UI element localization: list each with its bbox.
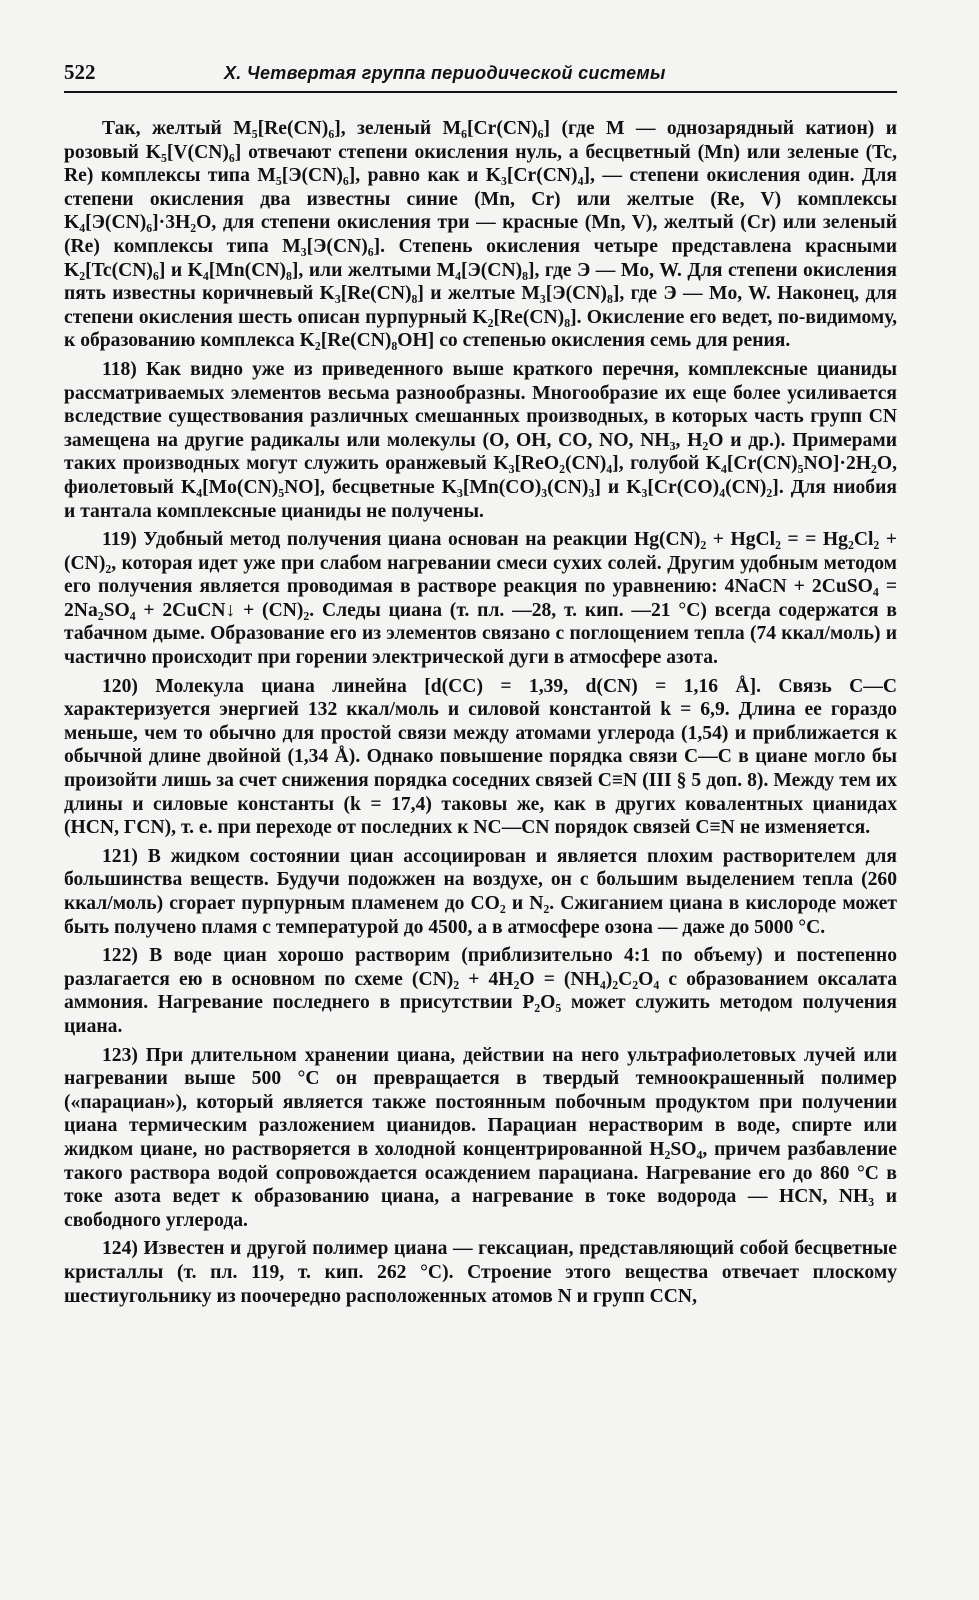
paragraph-122: 122) В воде циан хорошо растворим (приблизительно 4:1 по объему) и постепенно разлагается ею в основном по схеме (CN)₂ + 4H₂O = (NH₄)₂C₂O₄ с образованием оксалата аммония. Нагревание последнего в присутствии P₂O₅ может служить методом получения циана. [64, 945, 897, 1037]
running-head [64, 60, 897, 93]
chapter-title: X. Четвертая группа периодической системы [224, 63, 666, 83]
paragraph-continuation: Так, желтый M₅[Re(CN)₆], зеленый M₆[Cr(CN)₆] (где M — однозарядный катион) и розовый K₅[V(CN)₆] отвечают степени окисления нуль, а бесцветный (Mn) или зеленые (Tc, Re) комплексы типа M₅[Э(CN)₆], равно как и K₃[Cr(CN)₄], — степени окисления один. Для степени окисления два известны синие (Mn, Cr) или желтые (Re, V) комплексы K₄[Э(CN)₆]·3H₂O, для степени окисления три — красные (Mn, V), желтый (Cr) или зеленый (Re) комплексы типа M₃[Э(CN)₆]. Степень окисления четыре представлена красными K₂[Tc(CN)₆] и K₄[Mn(CN)₈], или желтыми M₄[Э(CN)₈], где Э — Mo, W. Для степени окисления пять известны коричневый K₃[Re(CN)₈] и желтые M₃[Э(CN)₈], где Э — Mo, W. Наконец, для степени окисления шесть описан пурпурный K₂[Re(CN)₈]. Окисление его ведет, по-видимому, к образованию комплекса K₂[Re(CN)₈OH] со степенью окисления семь для рения. [64, 118, 897, 352]
body-text [64, 117, 897, 1308]
paragraph-119: 119) Удобный метод получения циана основан на реакции Hg(CN)₂ + HgCl₂ = = Hg₂Cl₂ + (CN)₂, которая идет уже при слабом нагревании смеси сухих солей. Другим удобным методом его получения является проводимая в растворе реакция по уравнению: 4NaCN + 2CuSO₄ = 2Na₂SO₄ + 2CuCN↓ + (CN)₂. Следы циана (т. пл. —28, т. кип. —21 °C) всегда содержатся в табачном дыме. Образование его из элементов связано с поглощением тепла (74 ккал/моль) и частично происходит при горении электрической дуги в атмосфере азота. [64, 529, 897, 669]
paragraph-118: 118) Как видно уже из приведенного выше краткого перечня, комплексные цианиды рассматриваемых элементов весьма разнообразны. Многообразие их еще более усиливается вследствие существования различных смешанных производных, в которых часть групп CN замещена на другие радикалы или молекулы (O, OH, CO, NO, NH₃, H₂O и др.). Примерами таких производных могут служить оранжевый K₃[ReO₂(CN)₄], голубой K₄[Cr(CN)₅NO]·2H₂O, фиолетовый K₄[Mo(CN)₅NO], бесцветные K₃[Mn(CO)₃(CN)₃] и K₃[Cr(CO)₄(CN)₂]. Для ниобия и тантала комплексные цианиды не получены. [64, 358, 897, 522]
paragraph-123: 123) При длительном хранении циана, действии на него ультрафиолетовых лучей или нагревании выше 500 °C он превращается в твердый темноокрашенный полимер («парациан»), который является также постоянным побочным продуктом при получении циана термическим разложением цианидов. Парациан нерастворим в воде, спирте или жидком циане, но растворяется в холодной концентрированной H₂SO₄, причем разбавление такого раствора водой сопровождается осаждением парациана. Нагревание его до 860 °C в токе азота ведет к образованию циана, а нагревание в токе водорода — HCN, NH₃ и свободного углерода. [64, 1044, 897, 1231]
paragraph-120: 120) Молекула циана линейна [d(CC) = 1,39, d(CN) = 1,16 Å]. Связь C—C характеризуется энергией 132 ккал/моль и силовой константой k = 6,9. Длина ее гораздо меньше, чем то обычно для простой связи между атомами углерода (1,54) и приближается к обычной длине двойной (1,34 Å). Однако повышение порядка связи C—C в циане могло бы произойти лишь за счет снижения порядка соседних связей C≡N (III § 5 доп. 8). Между тем их длины и силовые константы (k = 17,4) таковы же, как в других ковалентных цианидах (HCN, ГCN), т. е. при переходе от последних к NC—CN порядок связей C≡N не изменяется. [64, 675, 897, 839]
paragraph-124: 124) Известен и другой полимер циана — гексациан, представляющий собой бесцветные кристаллы (т. пл. 119, т. кип. 262 °C). Строение этого вещества отвечает плоскому шестиугольнику из поочередно расположенных атомов N и групп CCN, [64, 1238, 897, 1307]
paragraph-121: 121) В жидком состоянии циан ассоциирован и является плохим растворителем для большинства веществ. Будучи подожжен на воздухе, он с большим выделением тепла (260 ккал/моль) сгорает пурпурным пламенем до CO₂ и N₂. Сжиганием циана в кислороде может быть получено пламя с температурой до 4500, а в атмосфере озона — даже до 5000 °C. [64, 845, 897, 938]
page-number: 522 [64, 60, 96, 84]
